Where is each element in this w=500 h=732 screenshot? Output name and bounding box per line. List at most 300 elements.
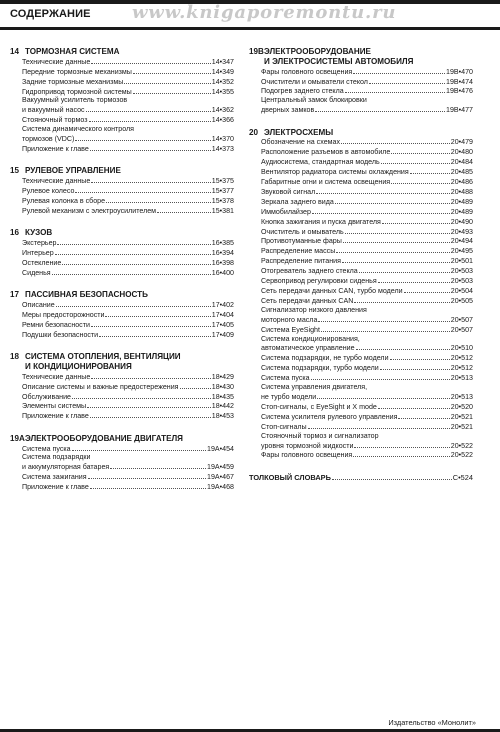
toc-entry-text: Система подзарядки, турбо модели <box>261 364 379 373</box>
toc-entry[interactable] <box>261 422 473 432</box>
toc-entry-text: Система усилителя рулевого управления <box>261 412 398 421</box>
toc-entry[interactable] <box>22 248 234 258</box>
toc-entry-row <box>261 353 473 363</box>
page-number: 19А•454 <box>207 444 234 453</box>
toc-entry-row <box>261 402 473 412</box>
toc-entry-row <box>22 67 234 77</box>
toc-entry[interactable] <box>22 401 234 411</box>
section-entries <box>249 67 473 116</box>
toc-entry-row <box>22 87 234 97</box>
toc-entry[interactable] <box>261 236 473 246</box>
dot-leader <box>345 86 445 93</box>
toc-entry-row <box>22 411 234 421</box>
section-number: 14 <box>10 47 20 56</box>
section-title-line: ЭЛЕКТРООБОРУДОВАНИЕ <box>264 47 371 56</box>
toc-entry[interactable] <box>22 238 234 248</box>
toc-entry[interactable] <box>22 268 234 278</box>
toc-entry[interactable] <box>261 167 473 177</box>
dot-leader <box>52 268 211 275</box>
section-number: 17 <box>10 290 20 300</box>
toc-entry-row <box>22 196 234 206</box>
page-number: 20•522 <box>450 441 473 450</box>
dot-leader <box>381 157 450 164</box>
dot-leader <box>75 134 210 141</box>
toc-entry-row <box>261 422 473 432</box>
toc-entry-text: Остекление <box>22 258 62 267</box>
toc-entry[interactable] <box>22 67 234 77</box>
section-number: 19А <box>10 433 25 443</box>
dot-leader <box>133 67 211 74</box>
toc-entry[interactable] <box>22 258 234 268</box>
toc-entry[interactable] <box>22 77 234 87</box>
toc-entry-text: Очистители и омыватели стекол <box>261 77 368 86</box>
toc-entry[interactable] <box>22 176 234 186</box>
toc-entry[interactable] <box>261 286 473 296</box>
dot-leader <box>86 105 211 112</box>
toc-entry-text: Вакуумный усилитель тормозов <box>22 96 128 105</box>
dot-leader <box>62 258 211 265</box>
section-title-line: ЭЛЕКТРОСХЕМЫ <box>264 127 334 137</box>
page-number: 14•347 <box>211 57 234 66</box>
page-number: 20•503 <box>450 277 473 286</box>
page-number: 15•381 <box>211 206 234 215</box>
toc-entry[interactable] <box>261 296 473 306</box>
toc-entry-row <box>261 325 473 335</box>
toc-entry[interactable] <box>261 177 473 187</box>
dot-leader <box>354 296 449 303</box>
toc-section <box>10 47 234 154</box>
page-number: 14•349 <box>211 67 234 76</box>
toc-entry-text: Обслуживание <box>22 392 71 401</box>
toc-entry[interactable] <box>261 227 473 237</box>
toc-entry-text: Экстерьер <box>22 239 57 248</box>
toc-entry-text: Элементы системы <box>22 402 87 411</box>
dot-leader <box>359 266 450 273</box>
dot-leader <box>378 276 450 283</box>
section-title <box>25 290 234 300</box>
toc-entry[interactable] <box>261 432 473 451</box>
toc-entry[interactable] <box>22 96 234 115</box>
publisher-label: Издательство «Монолит» <box>388 718 476 727</box>
toc-entry[interactable] <box>261 137 473 147</box>
toc-entry[interactable] <box>22 186 234 196</box>
page-number: 19А•467 <box>207 473 234 482</box>
section-title-line: ЭЛЕКТРООБОРУДОВАНИЕ ДВИГАТЕЛЯ <box>25 433 183 443</box>
toc-entry-row <box>261 246 473 256</box>
toc-entry-text: Стоп-сигналы, с EyeSight и X mode <box>261 402 377 411</box>
toc-entry-text: Задние тормозные механизмы <box>22 77 124 86</box>
toc-entry-text: Фары головного освещения <box>261 451 353 460</box>
section-entries <box>10 372 234 422</box>
toc-entry-row <box>261 67 473 77</box>
dot-leader <box>91 57 210 64</box>
page-number: 17•404 <box>211 310 234 319</box>
dot-leader <box>106 196 211 203</box>
toc-entry-text: Передние тормозные механизмы <box>22 67 132 76</box>
page-number: 20•489 <box>450 207 473 216</box>
section-heading <box>249 128 473 138</box>
toc-entry-row <box>261 315 473 325</box>
page-number: 14•373 <box>211 144 234 153</box>
page-number: 20•512 <box>450 364 473 373</box>
page-number: 20•501 <box>450 257 473 266</box>
toc-entry-text: Звуковой сигнал <box>261 187 316 196</box>
section-title <box>25 434 234 444</box>
dot-leader <box>378 402 450 409</box>
page-number: 15•377 <box>211 187 234 196</box>
dot-leader <box>345 227 450 234</box>
toc-entry-text: Рулевой механизм с электроусилителем <box>22 206 157 215</box>
toc-entry-row <box>261 266 473 276</box>
page-number: 15•375 <box>211 177 234 186</box>
page-number: 19В•477 <box>446 106 473 115</box>
toc-entry[interactable] <box>261 207 473 217</box>
page-number: 14•352 <box>211 77 234 86</box>
dot-leader <box>354 441 449 448</box>
toc-entry[interactable] <box>22 472 234 482</box>
section-entries <box>10 57 234 154</box>
dot-leader <box>99 330 211 337</box>
page-number: 20•480 <box>450 148 473 157</box>
section-heading <box>10 352 234 372</box>
dot-leader <box>88 472 207 479</box>
toc-entry-text: Противотуманные фары <box>261 237 342 246</box>
toc-entry[interactable] <box>261 373 473 383</box>
section-number: 16 <box>10 228 20 238</box>
page-number: 20•512 <box>450 354 473 363</box>
toc-entry-row <box>261 157 473 167</box>
dot-leader <box>316 187 450 194</box>
toc-section <box>249 47 473 115</box>
toc-entry-row <box>22 444 234 454</box>
toc-entry[interactable] <box>22 482 234 492</box>
section-number: 20 <box>249 127 259 137</box>
toc-entry-text: Кнопка зажигания и пуска двигателя <box>261 217 381 226</box>
page-number: 19В•470 <box>446 67 473 76</box>
toc-entry-text: Вентилятор радиатора системы охлаждения <box>261 168 409 177</box>
section-entries <box>10 444 234 493</box>
page-number: 20•490 <box>450 217 473 226</box>
toc-left-column <box>10 47 234 505</box>
page-number: 16•398 <box>211 258 234 267</box>
toc-entry[interactable] <box>22 125 234 144</box>
toc-entry-row <box>261 77 473 87</box>
toc-entry[interactable] <box>261 86 473 96</box>
toc-entry[interactable] <box>261 353 473 363</box>
toc-entry-row <box>261 187 473 197</box>
toc-entry[interactable] <box>261 306 473 325</box>
toc-entry-row <box>261 296 473 306</box>
toc-entry-row <box>261 256 473 266</box>
toc-entry-row <box>22 77 234 87</box>
dot-leader <box>353 450 450 457</box>
toc-entry[interactable] <box>261 363 473 373</box>
toc-entry[interactable] <box>261 197 473 207</box>
dot-leader <box>343 236 450 243</box>
dot-leader <box>75 186 210 193</box>
toc-entry[interactable] <box>261 450 473 460</box>
section-title-line: РУЛЕВОЕ УПРАВЛЕНИЕ <box>25 166 121 176</box>
page-number: 20•504 <box>450 287 473 296</box>
page-number: 14•370 <box>211 135 234 144</box>
toc-entry-text-2: не турбо модели <box>261 392 317 401</box>
toc-entry-row <box>22 300 234 310</box>
header-rule <box>0 27 500 30</box>
dot-leader <box>91 372 210 379</box>
section-title-line-2: И ЭЛЕКТРОСИСТЕМЫ АВТОМОБИЛЯ <box>264 56 414 66</box>
toc-entry[interactable] <box>261 266 473 276</box>
page-number: 15•378 <box>211 196 234 205</box>
section-heading <box>10 228 234 238</box>
toc-entry-text: Система динамического контроля <box>22 125 135 134</box>
dot-leader <box>342 256 450 263</box>
page-number: 16•394 <box>211 248 234 257</box>
page-number: 20•486 <box>450 178 473 187</box>
toc-entry[interactable] <box>22 444 234 454</box>
toc-entry-row <box>22 310 234 320</box>
toc-entry-row <box>261 343 473 353</box>
section-number: 15 <box>10 166 20 176</box>
toc-entry-text: Центральный замок блокировки <box>261 96 367 105</box>
toc-entry[interactable] <box>261 246 473 256</box>
toc-entry-text: Подушки безопасности <box>22 330 99 339</box>
dot-leader <box>335 197 450 204</box>
toc-entry-text: Приложение к главе <box>22 483 89 492</box>
toc-entry-text: Описание системы и важные предостережения <box>22 382 179 391</box>
toc-entry-text: Система подзарядки <box>22 453 91 462</box>
section-heading <box>10 47 234 57</box>
section-title-line: КУЗОВ <box>25 228 53 238</box>
toc-entry-text: Расположение разъемов в автомобиле <box>261 148 391 157</box>
toc-entry-text: Меры предосторожности <box>22 310 105 319</box>
section-number: 18 <box>10 352 20 362</box>
section-title-line: СИСТЕМА ОТОПЛЕНИЯ, ВЕНТИЛЯЦИИ <box>25 352 181 362</box>
toc-entry-text: Приложение к главе <box>22 144 89 153</box>
toc-entry-text-2: дверных замков <box>261 106 315 115</box>
section-title <box>25 352 234 372</box>
toc-entry[interactable] <box>22 300 234 310</box>
toc-entry-row <box>261 373 473 383</box>
toc-entry-row <box>22 392 234 402</box>
dot-leader <box>57 238 210 245</box>
glossary-title: ТОЛКОВЫЙ СЛОВАРЬ <box>249 472 331 482</box>
section-entries <box>10 238 234 278</box>
page-number: 20•488 <box>450 187 473 196</box>
toc-entry[interactable] <box>261 402 473 412</box>
section-number: 19В <box>249 47 264 56</box>
dot-leader <box>90 411 211 418</box>
page-number: 19А•459 <box>207 463 234 472</box>
toc-entry-text: Система кондиционирования, <box>261 334 360 343</box>
toc-entry-row <box>22 401 234 411</box>
toc-entry[interactable] <box>22 57 234 67</box>
toc-entry[interactable] <box>22 330 234 340</box>
toc-entry[interactable] <box>22 320 234 330</box>
dot-leader <box>369 77 445 84</box>
page-number: 20•522 <box>450 451 473 460</box>
toc-entry[interactable] <box>261 217 473 227</box>
dot-leader <box>382 217 450 224</box>
dot-leader <box>105 310 210 317</box>
toc-entry-row <box>22 105 234 115</box>
toc-entry-text-2: моторного масла <box>261 315 318 324</box>
page-number: 20•513 <box>450 374 473 383</box>
glossary-entry[interactable] <box>249 473 473 483</box>
toc-entry-text: Сиденья <box>22 268 51 277</box>
section-entries <box>10 300 234 340</box>
dot-leader <box>341 137 450 144</box>
toc-entry-row <box>22 482 234 492</box>
toc-entry[interactable] <box>261 412 473 422</box>
toc-entry-row <box>22 248 234 258</box>
page-number: 16•400 <box>211 268 234 277</box>
toc-entry-row <box>261 137 473 147</box>
toc-entry[interactable] <box>22 392 234 402</box>
toc-entry[interactable] <box>261 67 473 77</box>
toc-entry-text: Обозначение на схемах <box>261 138 341 147</box>
toc-entry[interactable] <box>22 372 234 382</box>
page-number: 18•430 <box>211 382 234 391</box>
page-number: 20•494 <box>450 237 473 246</box>
dot-leader <box>72 392 211 399</box>
toc-entry-row <box>261 207 473 217</box>
toc-entry[interactable] <box>261 276 473 286</box>
page-number: 20•485 <box>450 168 473 177</box>
toc-entry-text: Система пуска <box>261 374 310 383</box>
toc-entry-row <box>22 330 234 340</box>
toc-entry-text: Сервопривод регулировки сиденья <box>261 277 377 286</box>
dot-leader <box>89 115 211 122</box>
toc-entry-row <box>261 392 473 402</box>
toc-entry-row <box>261 412 473 422</box>
toc-entry[interactable] <box>261 187 473 197</box>
dot-leader <box>312 207 450 214</box>
toc-entry[interactable] <box>22 115 234 125</box>
section-title-line: ТОРМОЗНАЯ СИСТЕМА <box>25 47 120 56</box>
section-title-line-2: И КОНДИЦИОНИРОВАНИЯ <box>25 361 132 371</box>
dot-leader <box>91 176 210 183</box>
page-number: 14•355 <box>211 87 234 96</box>
toc-entry-text: Стояночный тормоз <box>22 116 88 125</box>
dot-leader <box>311 373 450 380</box>
watermark-text: www.knigaporemontu.ru <box>132 2 397 23</box>
toc-entry-row <box>261 363 473 373</box>
dot-leader <box>410 167 450 174</box>
page-number: 20•513 <box>450 392 473 401</box>
section-heading <box>10 434 234 444</box>
section-title <box>264 47 473 67</box>
toc-entry[interactable] <box>261 335 473 354</box>
toc-entry-row <box>261 105 473 115</box>
toc-entry[interactable] <box>22 144 234 154</box>
toc-entry[interactable] <box>261 77 473 87</box>
toc-entry-text: Ремни безопасности <box>22 320 90 329</box>
toc-entry-text: Стояночный тормоз и сигнализатор <box>261 431 379 440</box>
dot-leader <box>87 401 211 408</box>
section-entries <box>249 137 473 460</box>
page-number: 19В•474 <box>446 77 473 86</box>
toc-section <box>10 352 234 421</box>
toc-right-column <box>249 47 473 483</box>
toc-entry-text: Технические данные <box>22 177 91 186</box>
toc-entry[interactable] <box>22 196 234 206</box>
toc-entry[interactable] <box>22 411 234 421</box>
toc-entry-text: Зеркала заднего вида <box>261 197 334 206</box>
dot-leader <box>391 177 450 184</box>
toc-entry[interactable] <box>261 383 473 402</box>
toc-entry-text: Сеть передачи данных CAN, турбо модели <box>261 287 403 296</box>
dot-leader <box>133 87 211 94</box>
toc-entry[interactable] <box>261 157 473 167</box>
page-number: 20•520 <box>450 402 473 411</box>
toc-entry-text: Система EyeSight <box>261 325 320 334</box>
page-number: 17•405 <box>211 320 234 329</box>
toc-entry-text: Система управления двигателя, <box>261 383 368 392</box>
toc-entry-row <box>22 238 234 248</box>
toc-entry-row <box>22 472 234 482</box>
dot-leader <box>353 67 445 74</box>
page-number: 20•507 <box>450 325 473 334</box>
page-number: 20•521 <box>450 412 473 421</box>
toc-entry-row <box>22 258 234 268</box>
toc-entry[interactable] <box>22 453 234 472</box>
toc-entry-text: Подогрев заднего стекла <box>261 87 344 96</box>
dot-leader <box>380 363 450 370</box>
toc-entry-row <box>261 147 473 157</box>
toc-entry[interactable] <box>22 87 234 97</box>
toc-entry-text: Распределение питания <box>261 257 341 266</box>
toc-entry-text: Стоп-сигналы <box>261 422 307 431</box>
toc-entry-text-2: уровня тормозной жидкости <box>261 441 354 450</box>
toc-entry-row <box>261 236 473 246</box>
toc-entry-text: Технические данные <box>22 57 91 66</box>
toc-entry-text: Сигнализатор низкого давления <box>261 305 367 314</box>
page-number: 14•366 <box>211 116 234 125</box>
toc-entry-row <box>261 177 473 187</box>
toc-entry-text: Очиститель и омыватель <box>261 227 344 236</box>
dot-leader <box>398 412 449 419</box>
toc-entry-row <box>22 144 234 154</box>
toc-entry[interactable] <box>22 310 234 320</box>
toc-entry-row <box>22 115 234 125</box>
toc-entry-text: Описание <box>22 301 55 309</box>
section-title <box>25 166 234 176</box>
section-entries <box>10 176 234 216</box>
toc-entry-row <box>22 186 234 196</box>
toc-entry-text: Сеть передачи данных CAN <box>261 296 354 305</box>
toc-entry-row <box>22 382 234 392</box>
toc-entry-text: Фары головного освещения <box>261 67 353 76</box>
toc-entry[interactable] <box>22 382 234 392</box>
toc-entry-text-2: и вакуумный насос <box>22 106 85 115</box>
dot-leader <box>110 462 206 469</box>
toc-entry[interactable] <box>22 206 234 216</box>
page-number: 20•484 <box>450 158 473 167</box>
dot-leader <box>321 325 450 332</box>
page-number: 17•409 <box>211 330 234 339</box>
toc-entry-text: Отогреватель заднего стекла <box>261 267 358 276</box>
dot-leader <box>157 206 211 213</box>
page-number: С•524 <box>452 472 473 482</box>
dot-leader <box>404 286 450 293</box>
dot-leader <box>317 392 450 399</box>
toc-entry[interactable] <box>261 325 473 335</box>
toc-entry-text: Приложение к главе <box>22 412 89 421</box>
toc-entry[interactable] <box>261 256 473 266</box>
toc-entry[interactable] <box>261 96 473 115</box>
toc-entry[interactable] <box>261 147 473 157</box>
toc-entry-row <box>261 217 473 227</box>
